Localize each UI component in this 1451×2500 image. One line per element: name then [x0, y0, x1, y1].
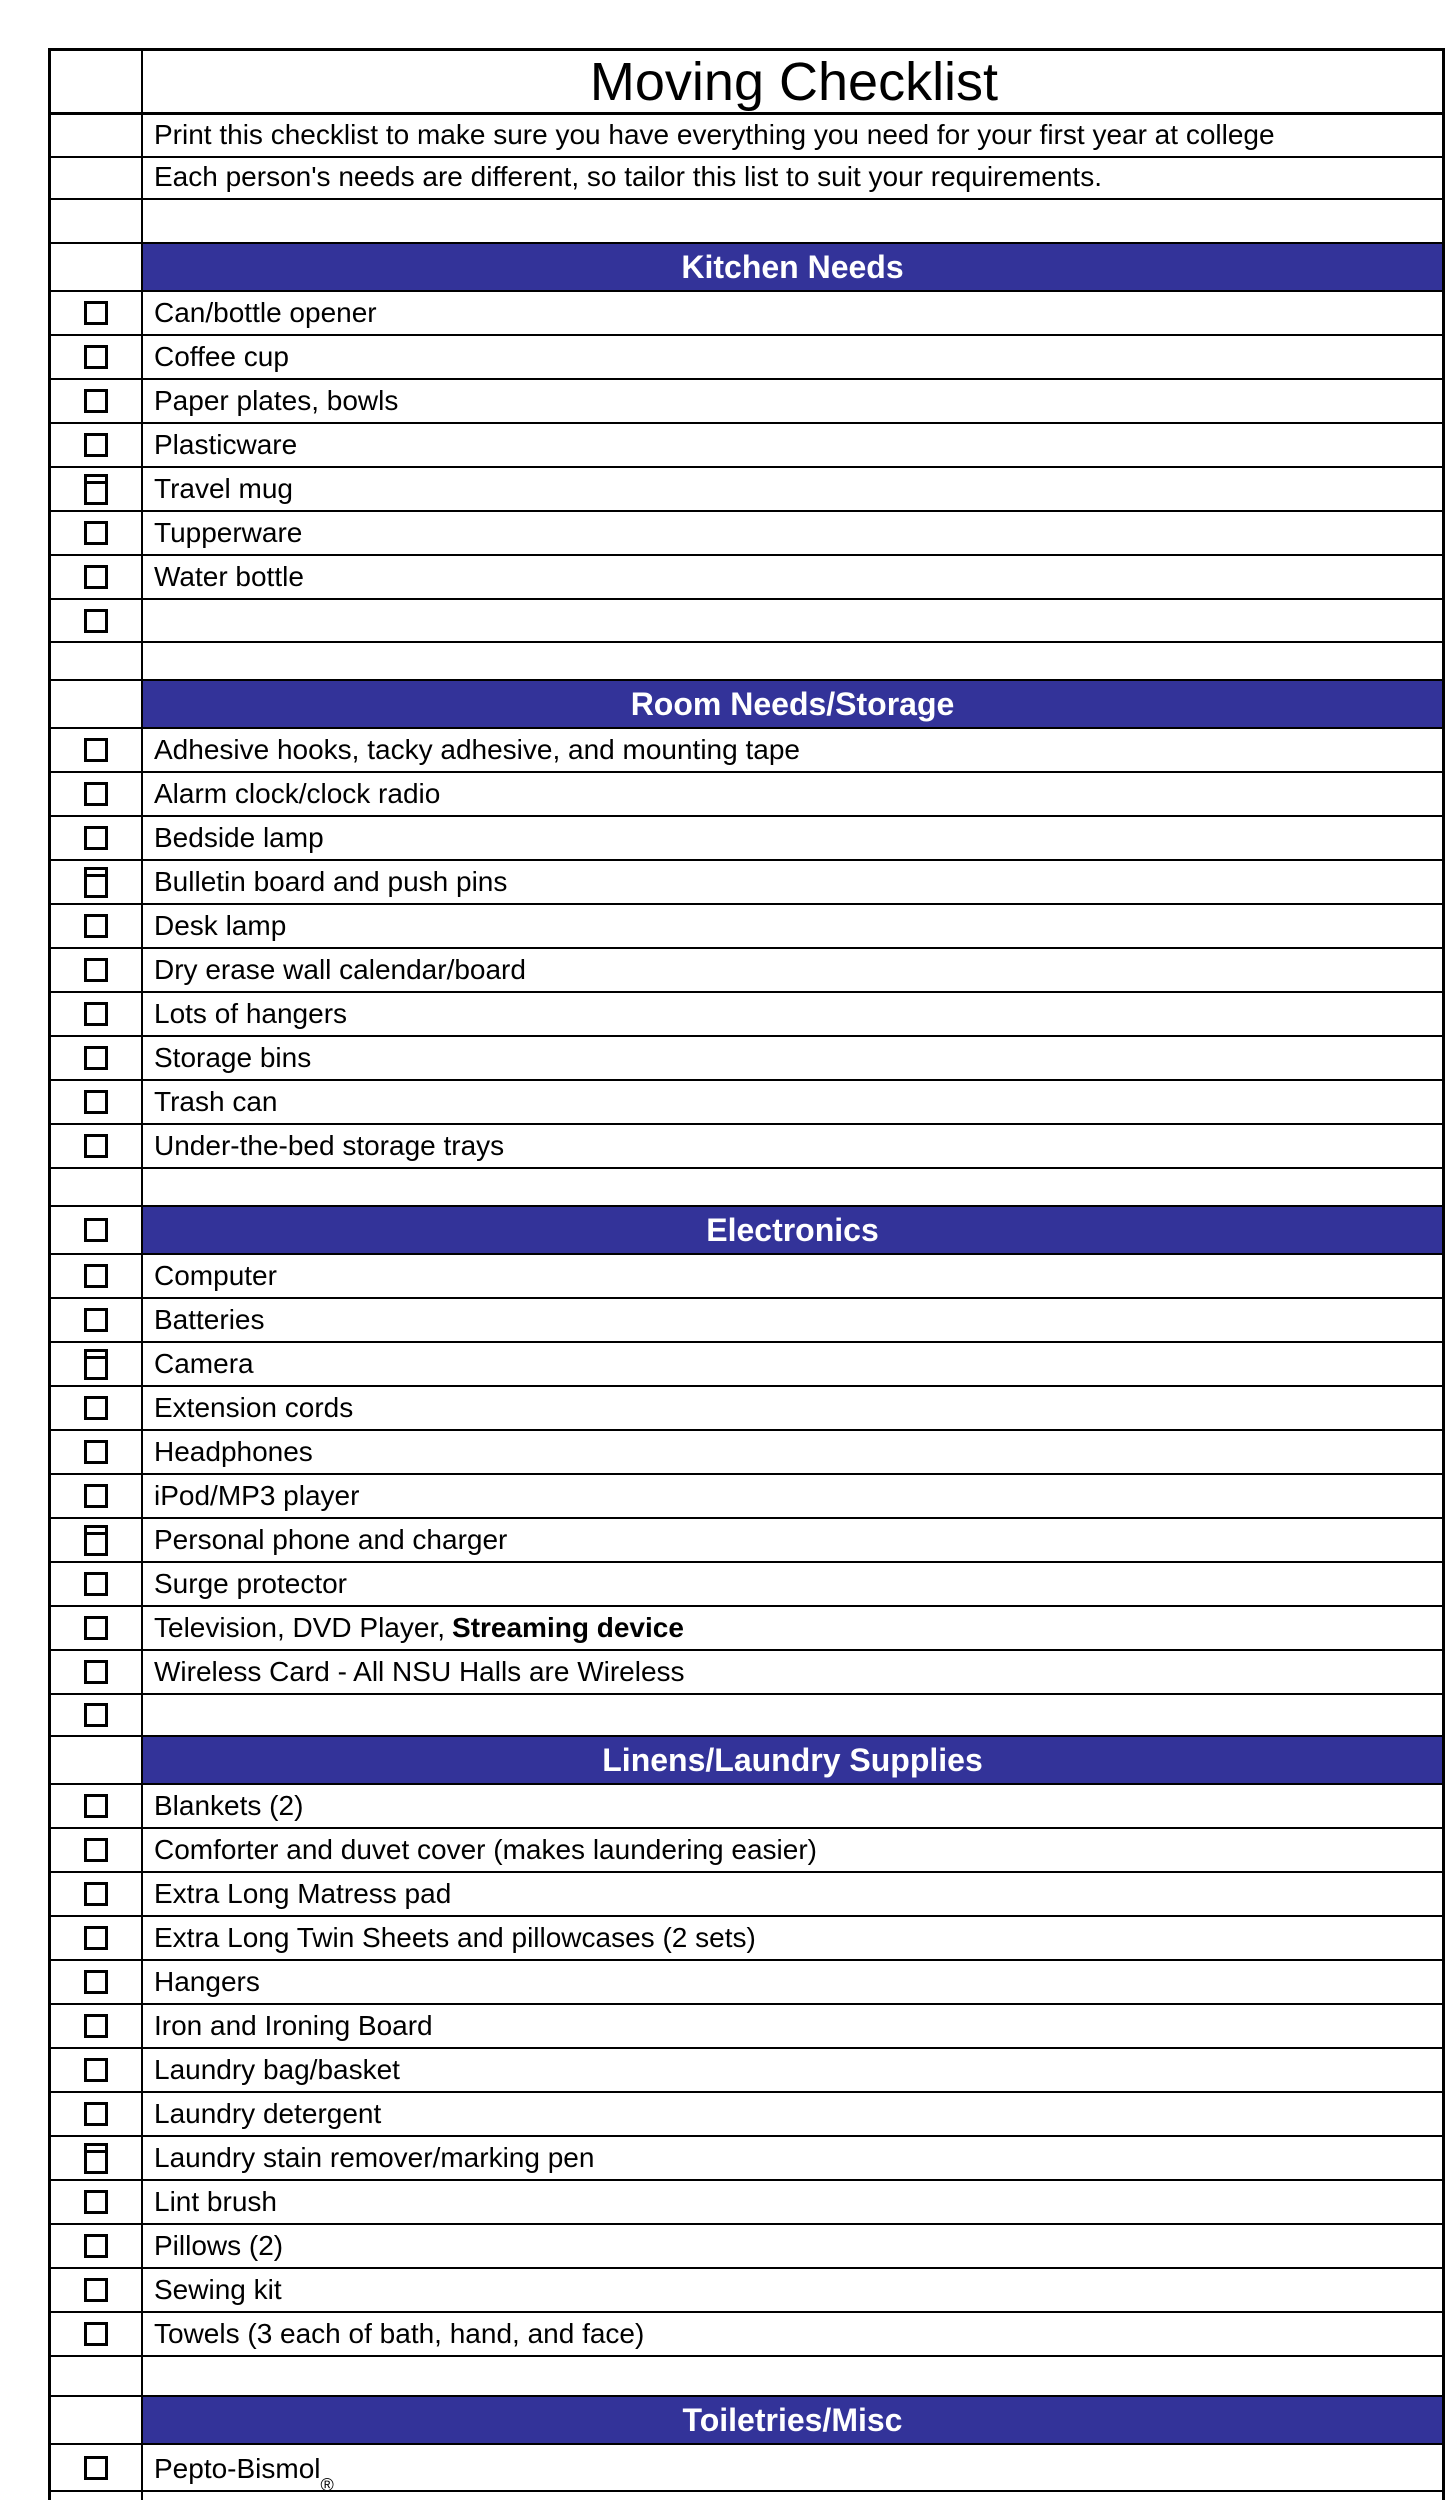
checkbox[interactable] — [84, 2234, 108, 2258]
checkbox-topbar[interactable] — [84, 474, 108, 505]
item-row — [51, 2137, 1442, 2181]
checkbox[interactable] — [84, 1970, 108, 1994]
checkbox[interactable] — [84, 826, 108, 850]
section-header-cell — [143, 2397, 1442, 2443]
content-cell — [143, 512, 1442, 554]
item-label: Under-the-bed storage trays — [154, 1130, 505, 1161]
content-cell — [143, 1343, 1442, 1385]
checkbox[interactable] — [84, 1926, 108, 1950]
checkbox-cell — [51, 244, 143, 290]
item-row — [51, 1081, 1442, 1125]
content-cell — [143, 1829, 1442, 1871]
checkbox-cell — [51, 200, 143, 242]
item-label: Plasticware — [154, 429, 298, 460]
section-header-cell — [143, 1207, 1442, 1253]
checkbox[interactable] — [84, 301, 108, 325]
item-row — [51, 905, 1442, 949]
item-row — [51, 2093, 1442, 2137]
checkbox-cell — [51, 1961, 143, 2003]
checkbox-cell — [51, 468, 143, 510]
item-label: Pepto-Bismol — [154, 2453, 321, 2484]
item-label: Trash can — [154, 1086, 278, 1117]
checkbox-cell — [51, 2137, 143, 2179]
checkbox[interactable] — [84, 1616, 108, 1640]
content-cell — [143, 1563, 1442, 1605]
checkbox-cell — [51, 1475, 143, 1517]
checkbox-cell — [51, 2093, 143, 2135]
checkbox-cell — [51, 1873, 143, 1915]
item-row — [51, 993, 1442, 1037]
checkbox[interactable] — [84, 738, 108, 762]
content-cell: Pepto-Bismol ® — [154, 2453, 334, 2490]
checkbox-cell — [51, 1125, 143, 1167]
checkbox-topbar-line — [87, 481, 105, 484]
checkbox[interactable] — [84, 1882, 108, 1906]
checkbox[interactable] — [84, 1703, 108, 1727]
title-row — [51, 51, 1442, 115]
checkbox[interactable] — [84, 1838, 108, 1862]
checkbox-cell — [51, 1343, 143, 1385]
checkbox-cell — [51, 643, 143, 679]
item-row — [51, 380, 1442, 424]
item-label: Adhesive hooks, tacky adhesive, and mounting tape — [154, 734, 800, 765]
item-label: Laundry bag/basket — [154, 2054, 400, 2085]
checkbox-only-row — [51, 600, 1442, 643]
checkbox-cell — [51, 424, 143, 466]
checkbox[interactable] — [84, 2190, 108, 2214]
content-cell — [143, 468, 1442, 510]
content-cell — [143, 1607, 1442, 1649]
checkbox-topbar-line — [87, 1532, 105, 1535]
checkbox-cell — [51, 512, 143, 554]
section-title: Electronics — [706, 1212, 879, 1248]
checkbox-cell — [51, 1169, 143, 1205]
page-title: Moving Checklist — [589, 51, 999, 112]
checkbox-cell — [51, 1255, 143, 1297]
item-label: Paper plates, bowls — [154, 385, 399, 416]
item-row — [51, 1343, 1442, 1387]
checkbox[interactable] — [84, 1002, 108, 1026]
content-cell — [143, 993, 1442, 1035]
item-row — [51, 1519, 1442, 1563]
content-cell — [143, 729, 1442, 771]
checkbox-cell — [51, 336, 143, 378]
checkbox[interactable] — [84, 2014, 108, 2038]
content-cell — [143, 2492, 1442, 2500]
empty-row — [51, 1169, 1442, 1207]
checkbox-topbar[interactable] — [84, 1349, 108, 1380]
item-row — [51, 1873, 1442, 1917]
item-label: Coffee cup — [154, 341, 289, 372]
section-header-cell — [143, 681, 1442, 727]
checkbox-cell — [51, 2397, 143, 2443]
checkbox[interactable] — [84, 1794, 108, 1818]
checkbox-cell — [51, 1081, 143, 1123]
moving-checklist-table — [48, 48, 1445, 2500]
checkbox-cell — [51, 2445, 143, 2490]
item-label: Computer — [154, 1260, 277, 1291]
checkbox[interactable] — [84, 2322, 108, 2346]
content-cell — [143, 2269, 1442, 2311]
intro-text: Print this checklist to make sure you have everything you need for your first year at college — [154, 119, 1275, 150]
section-header-row — [51, 1737, 1442, 1785]
checkbox-cell — [51, 600, 143, 641]
content-cell — [143, 292, 1442, 334]
checkbox[interactable] — [84, 1264, 108, 1288]
section-title: Room Needs/Storage — [630, 686, 955, 722]
checkbox-cell — [51, 2005, 143, 2047]
item-label: iPod/MP3 player — [154, 1480, 360, 1511]
checkbox[interactable] — [84, 1660, 108, 1684]
checkbox[interactable] — [84, 2278, 108, 2302]
item-row — [51, 1255, 1442, 1299]
checkbox-cell — [51, 681, 143, 727]
content-cell — [143, 1651, 1442, 1693]
checkbox[interactable] — [84, 1134, 108, 1158]
checkbox[interactable] — [84, 345, 108, 369]
checkbox-cell — [51, 1607, 143, 1649]
item-label: Travel mug — [154, 473, 294, 504]
content-cell — [143, 1785, 1442, 1827]
content-cell — [143, 600, 1442, 641]
checkbox-cell — [51, 115, 143, 156]
checkbox-topbar[interactable] — [84, 2143, 108, 2174]
checkbox-cell — [51, 729, 143, 771]
content-cell — [143, 424, 1442, 466]
content-cell — [143, 861, 1442, 903]
content-cell — [143, 1125, 1442, 1167]
checkbox-cell — [51, 1785, 143, 1827]
empty-row — [51, 2357, 1442, 2397]
checkbox-cell — [51, 1207, 143, 1253]
item-label: Wireless Card - All NSU Halls are Wireless — [154, 1656, 685, 1687]
item-label: Headphones — [154, 1436, 313, 1467]
section-header-row — [51, 1207, 1442, 1255]
checkbox-cell — [51, 1037, 143, 1079]
checkbox-cell — [51, 861, 143, 903]
checkbox[interactable] — [84, 2456, 108, 2480]
item-row — [51, 861, 1442, 905]
item-label: Tupperware — [154, 517, 303, 548]
checkbox-cell — [51, 2313, 143, 2355]
content-cell — [143, 1255, 1442, 1297]
section-header-row — [51, 244, 1442, 292]
item-label: Bedside lamp — [154, 822, 324, 853]
checkbox[interactable] — [84, 1440, 108, 1464]
checkbox-cell — [51, 905, 143, 947]
checkbox-only-row — [51, 1695, 1442, 1737]
content-cell — [143, 1917, 1442, 1959]
checkbox-topbar-line — [87, 874, 105, 877]
content-cell — [143, 2049, 1442, 2091]
checkbox[interactable] — [84, 1046, 108, 1070]
item-label: Bulletin board and push pins — [154, 866, 508, 897]
item-row — [51, 2225, 1442, 2269]
content-cell — [143, 336, 1442, 378]
checkbox-cell — [51, 1651, 143, 1693]
item-row — [51, 773, 1442, 817]
checkbox-cell — [51, 949, 143, 991]
checkbox-topbar[interactable] — [84, 1525, 108, 1556]
checkbox[interactable] — [84, 958, 108, 982]
item-label: Desk lamp — [154, 910, 287, 941]
content-cell — [143, 1873, 1442, 1915]
item-label: Storage bins — [154, 1042, 312, 1073]
item-label: Batteries — [154, 1304, 265, 1335]
item-row — [51, 424, 1442, 468]
checkbox[interactable] — [84, 2102, 108, 2126]
item-row — [51, 1387, 1442, 1431]
section-header-cell — [143, 244, 1442, 290]
item-row — [51, 468, 1442, 512]
item-label: Surge protector — [154, 1568, 347, 1599]
content-cell — [143, 51, 1442, 112]
item-label: Comforter and duvet cover (makes laundering easier) — [154, 1834, 817, 1865]
checkbox-cell — [51, 1431, 143, 1473]
content-cell — [143, 1475, 1442, 1517]
item-label: Extra Long Twin Sheets and pillowcases (2 sets) — [154, 1922, 756, 1953]
content-cell — [143, 380, 1442, 422]
checkbox-cell — [51, 1695, 143, 1735]
item-label: Camera — [154, 1348, 254, 1379]
checkbox-cell — [51, 2181, 143, 2223]
cut-off-row — [51, 2492, 1442, 2500]
checkbox-cell — [51, 2269, 143, 2311]
section-header-row — [51, 2397, 1442, 2445]
checkbox-cell — [51, 1299, 143, 1341]
intro-text: Each person's needs are different, so tailor this list to suit your requirements. — [154, 161, 1102, 192]
content-cell — [143, 2225, 1442, 2267]
item-label: Laundry detergent — [154, 2098, 382, 2129]
checkbox[interactable] — [84, 565, 108, 589]
empty-row — [51, 643, 1442, 681]
content-cell — [143, 115, 1442, 156]
item-label-bold: Streaming device — [452, 1612, 684, 1643]
section-header-row — [51, 681, 1442, 729]
item-row — [51, 2313, 1442, 2357]
item-label: Iron and Ironing Board — [154, 2010, 433, 2041]
empty-row — [51, 200, 1442, 244]
item-label: Dry erase wall calendar/board — [154, 954, 526, 985]
item-label: Alarm clock/clock radio — [154, 778, 441, 809]
content-cell — [143, 905, 1442, 947]
item-label: Can/bottle opener — [154, 297, 377, 328]
content-cell — [143, 817, 1442, 859]
checkbox[interactable] — [84, 914, 108, 938]
section-header-cell — [143, 1737, 1442, 1783]
content-cell — [143, 2137, 1442, 2179]
checkbox[interactable] — [84, 1396, 108, 1420]
item-label: Water bottle — [154, 561, 304, 592]
content-cell — [143, 1695, 1442, 1735]
checkbox-topbar[interactable] — [84, 867, 108, 898]
content-cell — [143, 1387, 1442, 1429]
item-row — [51, 2005, 1442, 2049]
item-row — [51, 556, 1442, 600]
content-cell — [143, 1037, 1442, 1079]
section-title: Linens/Laundry Supplies — [602, 1742, 983, 1778]
checkbox-cell — [51, 1387, 143, 1429]
checkbox[interactable] — [84, 1484, 108, 1508]
content-cell — [143, 1519, 1442, 1561]
checkbox-cell — [51, 2492, 143, 2500]
item-label: Hangers — [154, 1966, 260, 1997]
checkbox-cell — [51, 2225, 143, 2267]
item-row — [51, 292, 1442, 336]
item-label: Blankets (2) — [154, 1790, 304, 1821]
content-cell — [143, 2005, 1442, 2047]
item-row — [51, 1299, 1442, 1343]
checkbox[interactable] — [84, 1308, 108, 1332]
checkbox-topbar-line — [87, 2150, 105, 2153]
checkbox-cell — [51, 1737, 143, 1783]
item-label: Pillows (2) — [154, 2230, 284, 2261]
content-cell — [143, 1081, 1442, 1123]
checkbox-cell — [51, 51, 143, 112]
section-title: Kitchen Needs — [681, 249, 904, 285]
content-cell — [143, 158, 1442, 198]
item-row — [51, 1475, 1442, 1519]
item-label: Lots of hangers — [154, 998, 348, 1029]
content-cell — [143, 200, 1442, 242]
checkbox-cell — [51, 817, 143, 859]
item-row — [51, 1961, 1442, 2005]
content-cell — [143, 949, 1442, 991]
content-cell — [143, 2181, 1442, 2223]
item-label: Towels (3 each of bath, hand, and face) — [154, 2318, 645, 2349]
checkbox-cell — [51, 2049, 143, 2091]
item-row — [51, 729, 1442, 773]
item-row — [51, 512, 1442, 556]
item-row — [51, 949, 1442, 993]
item-row — [51, 817, 1442, 861]
checkbox-cell — [51, 1563, 143, 1605]
item-row — [51, 2181, 1442, 2225]
checkbox[interactable] — [84, 433, 108, 457]
checkbox-cell — [51, 292, 143, 334]
content-cell — [143, 1961, 1442, 2003]
item-row — [51, 336, 1442, 380]
item-row — [51, 1563, 1442, 1607]
item-label: Lint brush — [154, 2186, 277, 2217]
checkbox[interactable] — [84, 609, 108, 633]
content-cell — [143, 2313, 1442, 2355]
section-title: Toiletries/Misc — [682, 2402, 903, 2438]
content-cell — [143, 1431, 1442, 1473]
checkbox-cell — [51, 380, 143, 422]
checkbox-cell — [51, 773, 143, 815]
item-label: Laundry stain remover/marking pen — [154, 2142, 595, 2173]
content-cell — [143, 1299, 1442, 1341]
checkbox-cell — [51, 1917, 143, 1959]
content-cell — [143, 556, 1442, 598]
item-row — [51, 2049, 1442, 2093]
checkbox[interactable] — [84, 1218, 108, 1242]
item-label: Extension cords — [154, 1392, 354, 1423]
checkbox-cell — [51, 993, 143, 1035]
checkbox-cell — [51, 158, 143, 198]
checkbox[interactable] — [84, 2058, 108, 2082]
item-row — [51, 1125, 1442, 1169]
item-row — [51, 1651, 1442, 1695]
intro-row — [51, 158, 1442, 200]
content-cell — [143, 773, 1442, 815]
item-row — [51, 1785, 1442, 1829]
checkbox-cell — [51, 2357, 143, 2395]
item-row — [51, 1607, 1442, 1651]
item-label: Personal phone and charger — [154, 1524, 508, 1555]
item-row — [51, 2445, 1442, 2492]
checkbox-cell — [51, 1829, 143, 1871]
checkbox-cell — [51, 556, 143, 598]
item-label: Television, DVD Player, — [154, 1612, 446, 1643]
item-row — [51, 1917, 1442, 1961]
item-label: Extra Long Matress pad — [154, 1878, 452, 1909]
intro-row — [51, 115, 1442, 158]
item-row — [51, 2269, 1442, 2313]
content-cell — [143, 643, 1442, 679]
item-row — [51, 1431, 1442, 1475]
checkbox[interactable] — [84, 782, 108, 806]
checkbox-topbar-line — [87, 1356, 105, 1359]
item-label: Sewing kit — [154, 2274, 282, 2305]
checkbox[interactable] — [84, 389, 108, 413]
item-row — [51, 1829, 1442, 1873]
checkbox[interactable] — [84, 521, 108, 545]
content-cell — [143, 2357, 1442, 2395]
content-cell — [143, 2093, 1442, 2135]
content-cell — [143, 1169, 1442, 1205]
checkbox[interactable] — [84, 1090, 108, 1114]
checkbox-cell — [51, 1519, 143, 1561]
item-row — [51, 1037, 1442, 1081]
checkbox[interactable] — [84, 1572, 108, 1596]
